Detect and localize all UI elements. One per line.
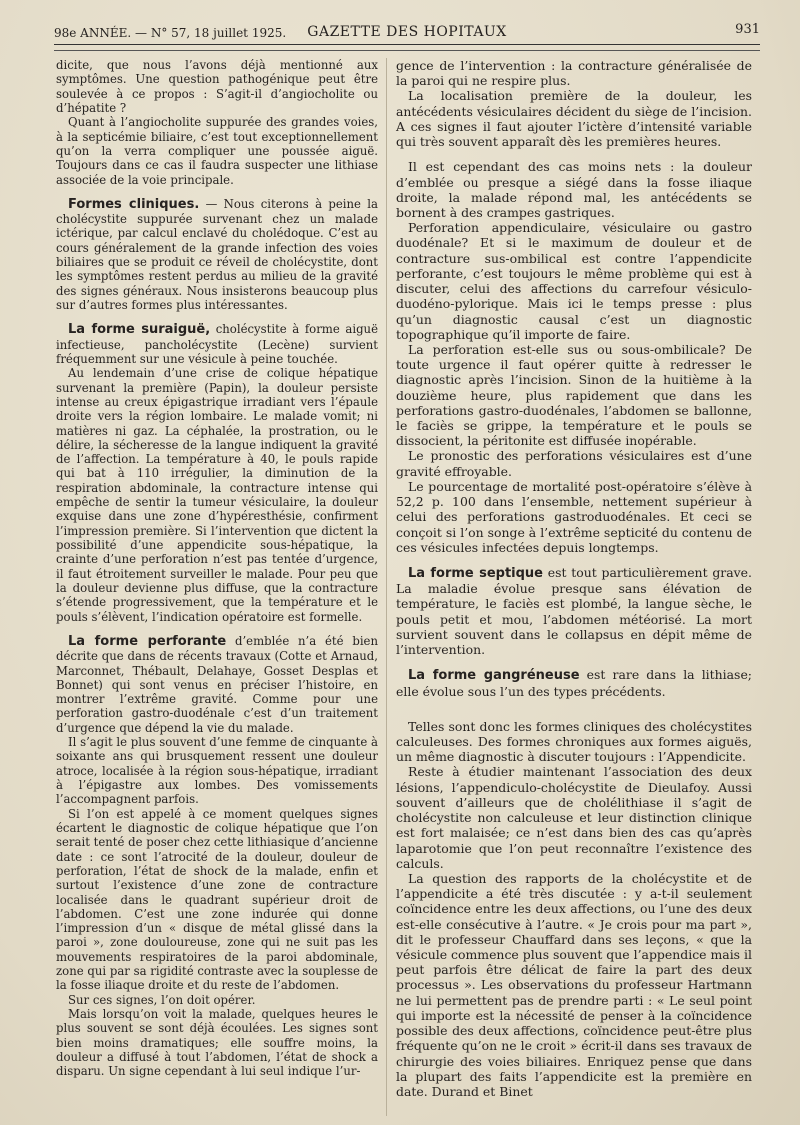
paragraph: [56, 322, 378, 366]
paragraph-text: Si l’on est appelé à ce moment quelques signes écartent le diagnostic de colique hépatique que l’on serait tenté de poser chez cette lithiasique d’ancienne date : ce sont l’atrocité de la douleur, douleur de perforation, l’état de shock de la malade, enfin et surtout l’existence d’une zone de contracture localisée dans le quadrant supérieur droit de l’abdomen. C’est une zone indurée qui donne l’impression d’un « disque de métal glissé dans la paroi », zone douloureuse, zone qui ne suit pas les mouvements respiratoires de la paroi abdominale, zone qui par sa rigidité contraste avec la souplesse de la fosse iliaque droite et du reste de l’abdomen.: [56, 806, 378, 993]
page-header: [54, 18, 760, 45]
paragraph: [396, 88, 752, 149]
paragraph: [396, 342, 752, 449]
paragraph-gap: [396, 555, 752, 565]
paragraph-text: est tout particulièrement grave. La maladie évolue presque sans élévation de température, le faciès est plombé, la langue sèche, le pouls petit et mou, l’abdomen météorisé. La mort survient souvent dans le collapsus en dépit même de l’intervention.: [396, 565, 752, 658]
paragraph-text: gence de l’intervention : la contracture généralisée de la paroi qui ne respire plus.: [396, 58, 752, 89]
paragraph-gap: [396, 699, 752, 709]
paragraph: [396, 448, 752, 478]
paragraph-text: Le pourcentage de mortalité post-opératoire s’élève à 52,2 p. 100 dans l’ensemble, nettement supérieur à celui des perforations gastroduodénales. Et ceci se conçoit si l’on songe à l’extrême septicité du contenu de ces vésicules infectées depuis longtemps.: [396, 478, 752, 555]
paragraph: [56, 1007, 378, 1079]
header-rule: [54, 50, 760, 51]
paragraph: [396, 159, 752, 220]
paragraph: [396, 479, 752, 555]
column-divider: [386, 58, 387, 1116]
paragraph-text: Telles sont donc les formes cliniques des cholécystites calculeuses. Des formes chroniques aux formes aiguës, un même diagnostic à discuter toujours : l’Appendicite.: [396, 718, 752, 765]
paragraph: [56, 735, 378, 807]
paragraph-text: Il s’agit le plus souvent d’une femme de cinquante à soixante ans qui brusquement ressent une douleur atroce, localisée à la région sous-hépatique, irradiant à l’épigastre aux lombes. Des vomissements l’accompagnent parfois.: [56, 735, 378, 807]
paragraph-text: Sur ces signes, l’on doit opérer.: [68, 992, 256, 1007]
paragraph-text: Mais lorsqu’on voit la malade, quelques heures le plus souvent se sont déjà écoulées. Les signes sont bien moins dramatiques; elle souffre moins, la douleur a diffusé à tout l’abdomen, l’état de shock a disparu. Un signe cependant à lui seul indique l’ur-: [56, 1007, 378, 1079]
paragraph: [56, 58, 378, 115]
paragraph-gap: [396, 657, 752, 667]
paragraph-text: La localisation première de la douleur, les antécédents vésiculaires décident du siège de l’incision. A ces signes il faut ajouter l’ictère d’intensité variable qui très souvent apparaît dès les premières heures.: [396, 88, 752, 150]
paragraph: [56, 634, 378, 735]
paragraph: [56, 115, 378, 187]
paragraph-text: Perforation appendiculaire, vésiculaire ou gastro duodénale? Et si le maximum de douleur et de contracture sus-ombilical est contre l’appendicite perforante, c’est toujours le même problème qui est à discuter, celui des affections du carrefour vésiculo-duodéno-pylorique. Mais ici le temps presse : plus qu’un diagnostic causal c’est un diagnostic topographique qu’il importe de faire.: [396, 220, 752, 342]
paragraph: [396, 220, 752, 342]
paragraph: [56, 993, 378, 1007]
section-lead: La forme septique: [408, 566, 543, 581]
paragraph: [56, 807, 378, 993]
paragraph-text: — Nous citerons à peine la cholécystite suppurée survenant chez un malade ictérique, par calcul enclavé du cholédoque. C’est au cours généralement de la grande infection des voies biliaires que se produit ce réveil de cholécystite, dont les symptômes restent perdus au milieu de la gravité des signes généraux. Nous insisterons beaucoup plus sur d’autres formes plus intéressantes.: [56, 196, 378, 312]
paragraph-text: La perforation est-elle sus ou sous-ombilicale? De toute urgence il faut opérer quitte à redresser le diagnostic après l’incision. Sinon de la huitième à la douzième heure, plus rapidement que dans les perforations gastro-duodénales, l’abdomen se ballonne, le faciès se grippe, la température et le pouls se dissocient, la péritonite est diffusée inopérable.: [396, 341, 752, 449]
paragraph-gap: [396, 149, 752, 159]
issue-info: 98e ANNÉE. — N° 57, 18 juillet 1925.: [54, 26, 287, 40]
section-lead: La forme perforante: [68, 633, 227, 649]
paragraph: [396, 871, 752, 1099]
page-number: 931: [735, 22, 760, 37]
paragraph-text: dicite, que nous l’avons déjà mentionné aux symptômes. Une question pathogénique peut être soulevée à ce propos : S’agit-il d’angiocholite ou d’hépatite ?: [56, 58, 378, 115]
paragraph-text: Il est cependant des cas moins nets : la douleur d’emblée ou presque a siégé dans la fosse iliaque droite, la malade répond mal, les antécédents se bornent à des crampes gastriques.: [396, 159, 752, 220]
paragraph: [396, 719, 752, 765]
paragraph: [396, 764, 752, 871]
section-lead: La forme gangréneuse: [408, 668, 580, 684]
paragraph-text: Au lendemain d’une crise de colique hépatique survenant la première (Papin), la douleur persiste intense au creux épigastrique irradiant vers l’épaule droite vers la région lombaire. Le malade vomit; ni matières ni gaz. La céphalée, la prostration, ou le délire, la sécheresse de la langue indiquent la gravité de l’affection. La température à 40, le pouls rapide qui bat à 110 irrégulier, la diminution de la respiration abdominale, la contracture intense qui empêche de sentir la tumeur vésiculaire, la douleur exquise dans une zone d’hypéresthésie, confirment l’impression première. Si l’intervention que dictent la possibilité d’une appendicite sous-hépatique, la crainte d’une perforation n’est pas tentée d’urgence, il faut étroitement surveiller le malade. Pour peu que la douleur devienne plus diffuse, que la contracture s’étende progressivement, que la température et le pouls s’élèvent, l’indication opératoire est formelle.: [56, 366, 378, 624]
paragraph: [396, 667, 752, 698]
paragraph: [396, 58, 752, 88]
paragraph-text: est rare dans la lithiase; elle évolue sous l’un des types précédents.: [396, 667, 752, 699]
right-column: [396, 58, 752, 1099]
paragraph-text: d’emblée n’a été bien décrite que dans de récents travaux (Cotte et Arnaud, Marconnet, Thébault, Delahaye, Gosset Desplas et Bonnet) qui sont venus en préciser l’histoire, en montrer l’extrême gravité. Comme pour une perforation gastro-duodénale c’est d’un traitement d’urgence que dépend la vie du malade.: [56, 633, 378, 735]
paragraph-gap: [56, 312, 378, 322]
section-lead: La forme suraiguë,: [68, 322, 211, 338]
paragraph-gap: [56, 187, 378, 197]
paragraph-text: Quant à l’angiocholite suppurée des grandes voies, à la septicémie biliaire, c’est tout exceptionnellement qu’on la verra compliquer une poussée aiguë. Toujours dans ce cas il faudra suspecter une lithiase associée de la voie principale.: [56, 115, 378, 187]
section-lead: Formes cliniques.: [68, 196, 200, 212]
paragraph-gap: [56, 624, 378, 634]
paragraph: [56, 366, 378, 624]
paragraph-gap: [396, 709, 752, 719]
paragraph: [56, 197, 378, 313]
paragraph-text: Le pronostic des perforations vésiculaires est d’une gravité effroyable.: [396, 448, 752, 479]
paragraph-text: cholécystite à forme aiguë infectieuse, pancholécystite (Lecène) survient fréquemment sur une vésicule à peine touchée.: [56, 322, 378, 366]
paragraph: [396, 565, 752, 657]
publication-title: GAZETTE DES HOPITAUX: [307, 24, 507, 40]
paragraph-text: La question des rapports de la cholécystite et de l’appendicite a été très discutée : y a-t-il seulement coïncidence entre les deux affections, ou l’une des deux est-elle consécutive à l’autre. « Je crois pour ma part », dit le professeur Chauffard dans ses leçons, « que la vésicule commence plus souvent que l’appendice mais il peut parfois être délicat de faire la part des deux processus ». Les observations du professeur Hartmann ne lui permettent pas de prendre parti : « Le seul point qui importe est la nécessité de penser à la coïncidence possible des deux affections, coïncidence peut-être plus fréquente qu’on ne le croit » écrit-il dans ses travaux de chirurgie des voies biliaires. Enriquez pense que dans la plupart des faits l’appendicite est la première en date. Durand et Binet: [396, 870, 752, 1099]
left-column: [56, 58, 378, 1079]
paragraph-text: Reste à étudier maintenant l’association des deux lésions, l’appendiculo-cholécystite de Dieulafoy. Aussi souvent d’ailleurs que de cholélithiase il s’agit de cholécystite non calculeuse et leur distinction clinique est fort malaisée; ce n’est dans bien des cas qu’après laparotomie que l’on peut reconnaître l’existence des calculs.: [396, 764, 752, 871]
